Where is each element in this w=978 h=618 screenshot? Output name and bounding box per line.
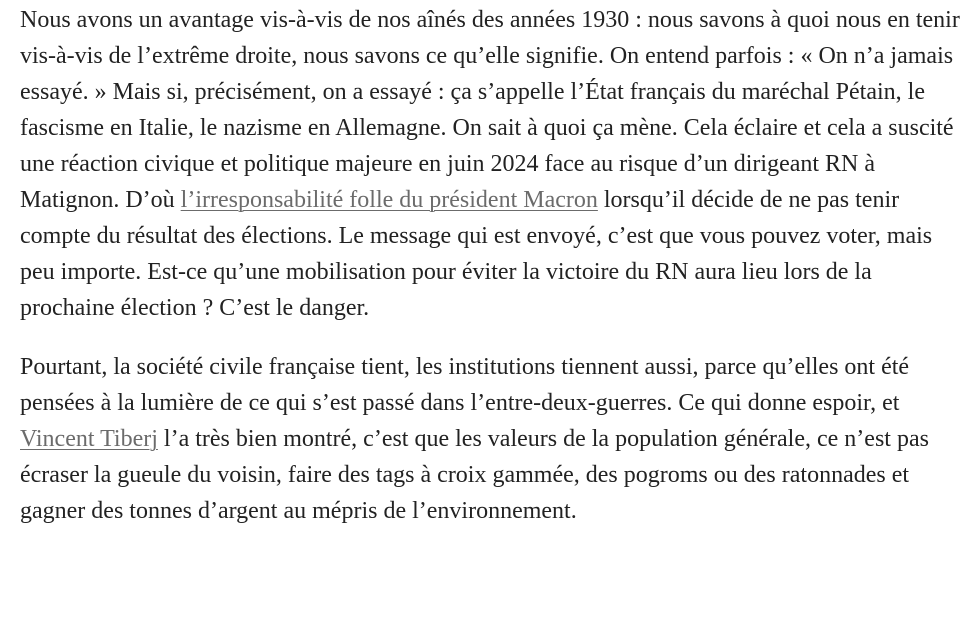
paragraph-1-text-end: lorsqu’il décide de ne pas tenir compte du résultat des élections. Le message qui est envoyé, c’est que vous pouvez voter, mais peu importe. Est-ce qu’une mobilisation pour éviter la victoire du RN aura lieu lors de la prochaine élection ? C’est le danger. [20,187,933,321]
paragraph-1 [20,2,966,326]
link-macron-irresponsibility[interactable]: l’irresponsabilité folle du président Macron [180,187,598,213]
article-body [20,2,966,552]
paragraph-1-text-start: Nous avons un avantage vis-à-vis de nos aînés des années 1930 : nous savons à quoi nous en tenir vis-à-vis de l’extrême droite, nous savons ce qu’elle signifie. On entend parfois : « On n’a jamais essayé. » Mais si, précisément, on a essayé : ça s’appelle l’État français du maréchal Pétain, le fascisme en Italie, le nazisme en Allemagne. On sait à quoi ça mène. Cela éclaire et cela a suscité une réaction civique et politique majeure en juin 2024 face au risque d’un dirigeant RN à Matignon. D’où [20,7,960,213]
link-vincent-tiberj[interactable]: Vincent Tiberj [20,426,158,452]
paragraph-2-text-end: l’a très bien montré, c’est que les valeurs de la population générale, ce n’est pas écraser la gueule du voisin, faire des tags à croix gammée, des pogroms ou des ratonnades et gagner des tonnes d’argent au mépris de l’environnement. [20,426,929,524]
paragraph-2 [20,349,966,529]
paragraph-2-text-start: Pourtant, la société civile française tient, les institutions tiennent aussi, parce qu’elles ont été pensées à la lumière de ce qui s’est passé dans l’entre-deux-guerres. Ce qui donne espoir, et [20,354,910,416]
